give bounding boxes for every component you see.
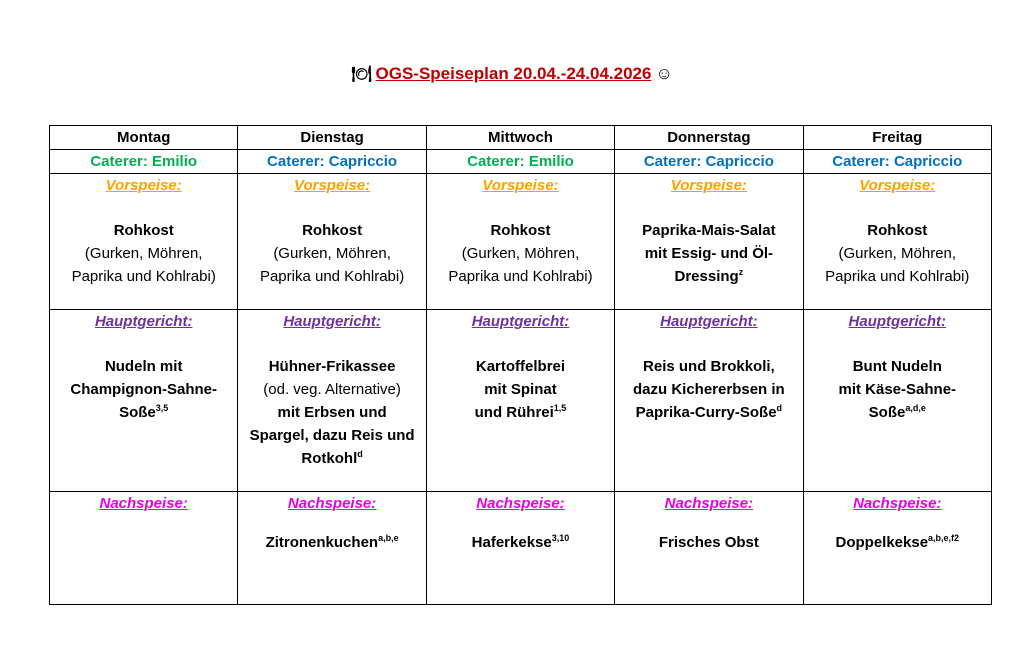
dish-name: mit Spinat	[484, 381, 557, 398]
title-text: OGS-Speiseplan 20.04.-24.04.2026	[375, 64, 652, 83]
nachspeise-label: Nachspeise:	[287, 495, 377, 512]
hauptgericht-wednesday	[426, 310, 614, 492]
plate-icon: 🍽	[351, 66, 372, 83]
allergen-note: d	[776, 403, 783, 413]
allergen-note: z	[738, 267, 744, 277]
caterer-tuesday: Caterer: Capriccio	[238, 150, 426, 174]
dish-detail: (Gurken, Möhren,	[461, 245, 580, 262]
allergen-note: a,b,e,f2	[928, 533, 960, 543]
dish-name: Rohkost	[302, 222, 363, 239]
hauptgericht-label: Hauptgericht:	[848, 313, 947, 330]
allergen-note: a,d,e	[905, 403, 926, 413]
allergen-note: 1,5	[553, 403, 567, 413]
dish-name: Champignon-Sahne-	[70, 381, 218, 398]
hauptgericht-friday	[803, 310, 991, 492]
dish-name: Doppelkekse$^{a,b,e,f2}$	[835, 533, 960, 551]
dish-detail: Paprika und Kohlrabi)	[448, 268, 593, 285]
caterer-row	[50, 150, 992, 174]
nachspeise-tuesday	[238, 492, 426, 605]
nachspeise-label: Nachspeise:	[476, 495, 565, 512]
hauptgericht-label: Hauptgericht:	[471, 313, 570, 330]
dish-name: Zitronenkuchen$^{a,b,e}$	[265, 533, 399, 551]
dish-name: Reis und Brokkoli,	[643, 358, 775, 375]
vorspeise-label: Vorspeise:	[294, 177, 371, 194]
caterer-monday: Caterer: Emilio	[50, 150, 238, 174]
day-header-row	[50, 126, 992, 150]
hauptgericht-monday	[50, 310, 238, 492]
vorspeise-label: Vorspeise:	[859, 177, 936, 194]
vorspeise-friday	[803, 174, 991, 310]
dish-name: Soße$^{3,5}$	[119, 403, 169, 421]
nachspeise-label: Nachspeise:	[853, 495, 942, 512]
vorspeise-label: Vorspeise:	[670, 177, 747, 194]
dish-detail: Paprika und Kohlrabi)	[825, 268, 970, 285]
vorspeise-tuesday	[238, 174, 426, 310]
nachspeise-row	[50, 492, 992, 605]
dish-name: dazu Kichererbsen in	[633, 381, 785, 398]
dish-name: Haferkekse$^{3,10}$	[471, 533, 570, 551]
nachspeise-label: Nachspeise:	[664, 495, 754, 512]
vorspeise-label: Vorspeise:	[105, 177, 182, 194]
dish-name: Bunt Nudeln	[852, 358, 942, 375]
dish-name: Kartoffelbrei	[475, 358, 566, 375]
nachspeise-friday	[803, 492, 991, 605]
allergen-note: d	[357, 449, 363, 459]
menu-table	[49, 125, 992, 605]
dish-name: Paprika-Curry-Soße$^d$	[635, 403, 783, 421]
day-thursday: Donnerstag	[615, 126, 803, 150]
day-tuesday: Dienstag	[238, 126, 426, 150]
caterer-thursday: Caterer: Capriccio	[615, 150, 803, 174]
dish-name: Spargel, dazu Reis und	[249, 427, 415, 444]
hauptgericht-label: Hauptgericht:	[283, 313, 381, 330]
nachspeise-wednesday	[426, 492, 614, 605]
dish-detail: (Gurken, Möhren,	[84, 245, 203, 262]
day-friday: Freitag	[803, 126, 991, 150]
dish-name: Rohkost	[113, 222, 174, 239]
day-wednesday: Mittwoch	[426, 126, 614, 150]
allergen-note: a,b,e	[378, 533, 399, 543]
dish-name: mit Erbsen und	[277, 404, 387, 421]
hauptgericht-tuesday	[238, 310, 426, 492]
day-monday: Montag	[50, 126, 238, 150]
dish-name: mit Essig- und Öl-	[644, 245, 774, 262]
dish-name: Rotkohl$^d$	[301, 449, 363, 467]
vorspeise-wednesday	[426, 174, 614, 310]
caterer-friday: Caterer: Capriccio	[803, 150, 991, 174]
hauptgericht-label: Hauptgericht:	[660, 313, 758, 330]
dish-name: Rohkost	[867, 222, 928, 239]
hauptgericht-row	[50, 310, 992, 492]
dish-name: und Rührei$^{1,5}$	[474, 403, 567, 421]
dish-name: Nudeln mit	[104, 358, 183, 375]
vorspeise-monday	[50, 174, 238, 310]
hauptgericht-thursday	[615, 310, 803, 492]
dish-name: Dressing$^z$	[674, 267, 744, 285]
nachspeise-label: Nachspeise:	[99, 495, 188, 512]
vorspeise-thursday	[615, 174, 803, 310]
dish-detail: (Gurken, Möhren,	[273, 245, 391, 262]
nachspeise-thursday	[615, 492, 803, 605]
hauptgericht-label: Hauptgericht:	[94, 313, 193, 330]
dish-name: Rohkost	[490, 222, 551, 239]
dish-detail: (od. veg. Alternative)	[263, 381, 401, 398]
dish-name: Hühner-Frikassee	[268, 358, 396, 375]
dish-detail: Paprika und Kohlrabi)	[259, 268, 405, 285]
page-title	[0, 64, 1024, 84]
allergen-note: 3,10	[551, 533, 570, 543]
smiley-icon: ☺	[655, 64, 673, 83]
nachspeise-monday	[50, 492, 238, 605]
dish-detail: (Gurken, Möhren,	[838, 245, 957, 262]
dish-detail: Paprika und Kohlrabi)	[71, 268, 216, 285]
caterer-wednesday: Caterer: Emilio	[426, 150, 614, 174]
vorspeise-row	[50, 174, 992, 310]
allergen-note: 3,5	[155, 403, 169, 413]
vorspeise-label: Vorspeise:	[482, 177, 559, 194]
dish-name: Paprika-Mais-Salat	[642, 222, 776, 239]
dish-name: mit Käse-Sahne-	[838, 381, 957, 398]
dish-name: Frisches Obst	[658, 534, 759, 551]
dish-name: Soße$^{a,d,e}$	[868, 403, 926, 421]
